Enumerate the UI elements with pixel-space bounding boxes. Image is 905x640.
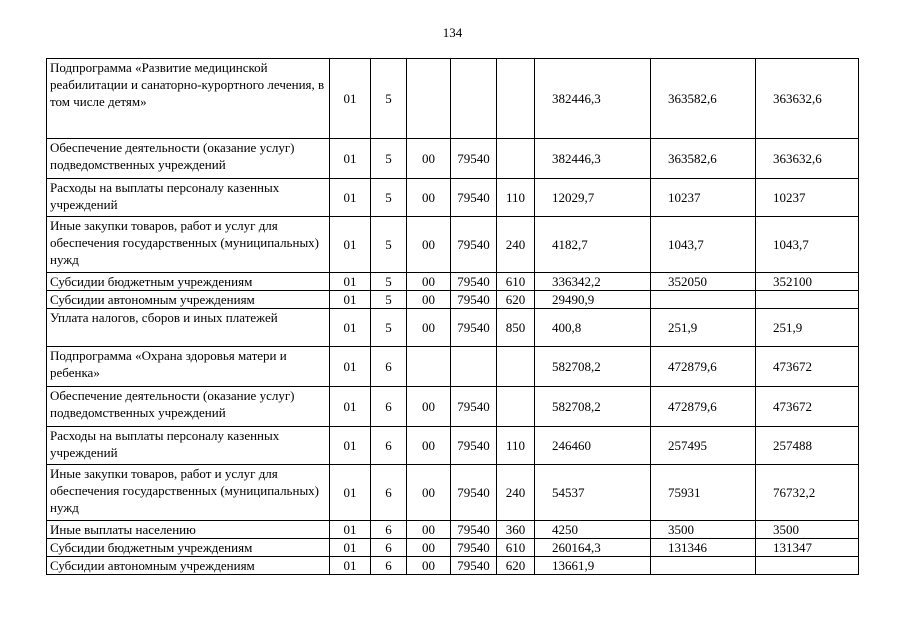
program-code-cell: 00 — [407, 521, 451, 539]
table-row — [47, 139, 859, 179]
amount-year-3-cell: 3500 — [756, 521, 859, 539]
table-row — [47, 179, 859, 217]
subsection-code-cell: 5 — [371, 59, 407, 139]
subsection-code-cell: 6 — [371, 539, 407, 557]
expense-type-code-cell: 240 — [497, 217, 535, 273]
item-name-cell: Иные закупки товаров, работ и услуг для обеспечения государственных (муниципальных) нужд — [47, 217, 330, 273]
amount-year-3-cell — [756, 557, 859, 575]
amount-year-2-cell: 10237 — [651, 179, 756, 217]
amount-year-3-cell: 76732,2 — [756, 465, 859, 521]
amount-year-2-cell: 363582,6 — [651, 59, 756, 139]
target-item-code-cell: 79540 — [451, 273, 497, 291]
table-row — [47, 521, 859, 539]
amount-year-2-cell: 1043,7 — [651, 217, 756, 273]
amount-year-2-cell: 3500 — [651, 521, 756, 539]
amount-year-2-cell: 257495 — [651, 427, 756, 465]
program-code-cell: 00 — [407, 291, 451, 309]
target-item-code-cell: 79540 — [451, 557, 497, 575]
target-item-code-cell: 79540 — [451, 139, 497, 179]
table-row — [47, 539, 859, 557]
item-name-cell: Обеспечение деятельности (оказание услуг) подведомственных учреждений — [47, 387, 330, 427]
amount-year-1-cell: 582708,2 — [535, 387, 651, 427]
section-code-cell: 01 — [330, 427, 371, 465]
expense-type-code-cell: 850 — [497, 309, 535, 347]
target-item-code-cell: 79540 — [451, 217, 497, 273]
item-name-cell: Иные выплаты населению — [47, 521, 330, 539]
item-name-cell: Субсидии бюджетным учреждениям — [47, 273, 330, 291]
amount-year-3-cell: 352100 — [756, 273, 859, 291]
amount-year-2-cell: 472879,6 — [651, 387, 756, 427]
amount-year-2-cell: 131346 — [651, 539, 756, 557]
table-row — [47, 217, 859, 273]
item-name-cell: Уплата налогов, сборов и иных платежей — [47, 309, 330, 347]
expense-type-code-cell — [497, 59, 535, 139]
subsection-code-cell: 5 — [371, 179, 407, 217]
target-item-code-cell — [451, 59, 497, 139]
amount-year-1-cell: 54537 — [535, 465, 651, 521]
section-code-cell: 01 — [330, 465, 371, 521]
section-code-cell: 01 — [330, 291, 371, 309]
program-code-cell: 00 — [407, 179, 451, 217]
item-name-cell: Подпрограмма «Развитие медицинской реабилитации и санаторно-курортного лечения, в том числе детям» — [47, 59, 330, 139]
amount-year-3-cell: 131347 — [756, 539, 859, 557]
target-item-code-cell: 79540 — [451, 465, 497, 521]
subsection-code-cell: 6 — [371, 465, 407, 521]
subsection-code-cell: 5 — [371, 309, 407, 347]
amount-year-2-cell — [651, 557, 756, 575]
program-code-cell: 00 — [407, 387, 451, 427]
section-code-cell: 01 — [330, 59, 371, 139]
item-name-cell: Расходы на выплаты персоналу казенных учреждений — [47, 427, 330, 465]
expense-type-code-cell: 610 — [497, 273, 535, 291]
amount-year-3-cell: 363632,6 — [756, 59, 859, 139]
section-code-cell: 01 — [330, 139, 371, 179]
subsection-code-cell: 6 — [371, 521, 407, 539]
expense-type-code-cell — [497, 347, 535, 387]
item-name-cell: Обеспечение деятельности (оказание услуг) подведомственных учреждений — [47, 139, 330, 179]
section-code-cell: 01 — [330, 347, 371, 387]
amount-year-1-cell: 336342,2 — [535, 273, 651, 291]
amount-year-3-cell: 363632,6 — [756, 139, 859, 179]
table-row — [47, 273, 859, 291]
target-item-code-cell: 79540 — [451, 521, 497, 539]
amount-year-3-cell — [756, 291, 859, 309]
amount-year-3-cell: 1043,7 — [756, 217, 859, 273]
expense-type-code-cell: 110 — [497, 427, 535, 465]
program-code-cell: 00 — [407, 539, 451, 557]
subsection-code-cell: 6 — [371, 387, 407, 427]
target-item-code-cell: 79540 — [451, 291, 497, 309]
target-item-code-cell: 79540 — [451, 387, 497, 427]
amount-year-2-cell: 352050 — [651, 273, 756, 291]
amount-year-1-cell: 13661,9 — [535, 557, 651, 575]
amount-year-2-cell: 251,9 — [651, 309, 756, 347]
table-body — [47, 59, 859, 575]
section-code-cell: 01 — [330, 387, 371, 427]
table-row — [47, 309, 859, 347]
subsection-code-cell: 5 — [371, 139, 407, 179]
amount-year-1-cell: 29490,9 — [535, 291, 651, 309]
section-code-cell: 01 — [330, 557, 371, 575]
expense-type-code-cell: 610 — [497, 539, 535, 557]
expense-type-code-cell — [497, 139, 535, 179]
amount-year-1-cell: 382446,3 — [535, 59, 651, 139]
expense-type-code-cell: 360 — [497, 521, 535, 539]
expense-type-code-cell: 110 — [497, 179, 535, 217]
table-row — [47, 347, 859, 387]
target-item-code-cell: 79540 — [451, 427, 497, 465]
target-item-code-cell — [451, 347, 497, 387]
table-row — [47, 387, 859, 427]
amount-year-2-cell: 363582,6 — [651, 139, 756, 179]
expense-type-code-cell: 240 — [497, 465, 535, 521]
table-row — [47, 557, 859, 575]
amount-year-3-cell: 10237 — [756, 179, 859, 217]
amount-year-1-cell: 4182,7 — [535, 217, 651, 273]
amount-year-3-cell: 257488 — [756, 427, 859, 465]
expense-type-code-cell: 620 — [497, 557, 535, 575]
subsection-code-cell: 5 — [371, 291, 407, 309]
amount-year-2-cell: 472879,6 — [651, 347, 756, 387]
program-code-cell: 00 — [407, 217, 451, 273]
item-name-cell: Расходы на выплаты персоналу казенных учреждений — [47, 179, 330, 217]
subsection-code-cell: 6 — [371, 557, 407, 575]
amount-year-3-cell: 473672 — [756, 347, 859, 387]
section-code-cell: 01 — [330, 273, 371, 291]
item-name-cell: Субсидии автономным учреждениям — [47, 557, 330, 575]
target-item-code-cell: 79540 — [451, 309, 497, 347]
section-code-cell: 01 — [330, 217, 371, 273]
table-row — [47, 427, 859, 465]
program-code-cell: 00 — [407, 309, 451, 347]
target-item-code-cell: 79540 — [451, 179, 497, 217]
program-code-cell: 00 — [407, 139, 451, 179]
amount-year-2-cell — [651, 291, 756, 309]
section-code-cell: 01 — [330, 179, 371, 217]
expense-type-code-cell — [497, 387, 535, 427]
program-code-cell — [407, 347, 451, 387]
target-item-code-cell: 79540 — [451, 539, 497, 557]
item-name-cell: Иные закупки товаров, работ и услуг для обеспечения государственных (муниципальных) нужд — [47, 465, 330, 521]
table-row — [47, 59, 859, 139]
subsection-code-cell: 6 — [371, 347, 407, 387]
program-code-cell — [407, 59, 451, 139]
item-name-cell: Подпрограмма «Охрана здоровья матери и ребенка» — [47, 347, 330, 387]
program-code-cell: 00 — [407, 557, 451, 575]
amount-year-1-cell: 12029,7 — [535, 179, 651, 217]
amount-year-3-cell: 473672 — [756, 387, 859, 427]
amount-year-1-cell: 382446,3 — [535, 139, 651, 179]
amount-year-2-cell: 75931 — [651, 465, 756, 521]
item-name-cell: Субсидии автономным учреждениям — [47, 291, 330, 309]
section-code-cell: 01 — [330, 309, 371, 347]
program-code-cell: 00 — [407, 273, 451, 291]
subsection-code-cell: 5 — [371, 217, 407, 273]
expense-type-code-cell: 620 — [497, 291, 535, 309]
program-code-cell: 00 — [407, 427, 451, 465]
program-code-cell: 00 — [407, 465, 451, 521]
amount-year-3-cell: 251,9 — [756, 309, 859, 347]
section-code-cell: 01 — [330, 539, 371, 557]
table-row — [47, 465, 859, 521]
amount-year-1-cell: 246460 — [535, 427, 651, 465]
section-code-cell: 01 — [330, 521, 371, 539]
page-number: 134 — [442, 25, 463, 40]
amount-year-1-cell: 400,8 — [535, 309, 651, 347]
table-row — [47, 291, 859, 309]
amount-year-1-cell: 4250 — [535, 521, 651, 539]
subsection-code-cell: 6 — [371, 427, 407, 465]
budget-table — [46, 58, 859, 575]
subsection-code-cell: 5 — [371, 273, 407, 291]
item-name-cell: Субсидии бюджетным учреждениям — [47, 539, 330, 557]
amount-year-1-cell: 582708,2 — [535, 347, 651, 387]
amount-year-1-cell: 260164,3 — [535, 539, 651, 557]
